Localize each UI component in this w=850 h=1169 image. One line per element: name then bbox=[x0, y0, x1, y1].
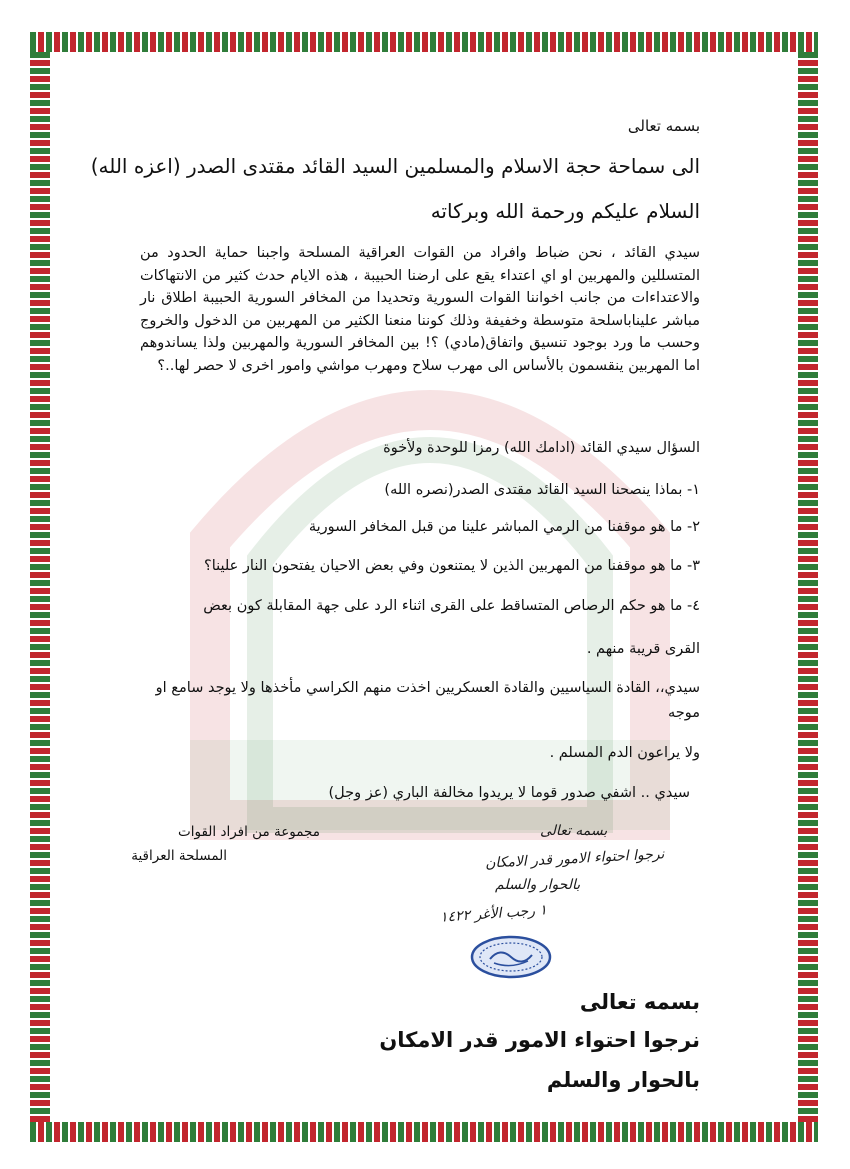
handwritten-basmala: بسمه تعالى bbox=[540, 823, 608, 839]
office-seal-stamp bbox=[470, 935, 552, 979]
handwritten-date: ١ رجب الأغر ١٤٢٢ bbox=[439, 902, 548, 926]
basmala-heading: بسمه تعالى bbox=[627, 117, 700, 135]
decorative-border-bottom bbox=[30, 1122, 818, 1142]
reply-line-1: نرجوا احتواء الامور قدر الامكان bbox=[379, 1028, 700, 1052]
decorative-border-right bbox=[798, 52, 818, 1122]
addressee-line: الى سماحة حجة الاسلام والمسلمين السيد القائد مقتدى الصدر (اعزه الله) bbox=[90, 154, 700, 178]
handwritten-reply-line-1: نرجوا احتواء الامور قدر الامكان bbox=[484, 846, 665, 872]
complaint-line-2: موجه bbox=[668, 705, 700, 721]
question-4-continued: القرى قريبة منهم . bbox=[586, 641, 700, 657]
question-intro: السؤال سيدي القائد (ادامك الله) رمزا للوحدة ولأخوة bbox=[383, 440, 700, 456]
complaint-line-3: ولا يراعون الدم المسلم . bbox=[549, 745, 700, 761]
question-4: ٤- ما هو حكم الرصاص المتساقط على القرى اثناء الرد على جهة المقابلة كون بعض bbox=[203, 598, 700, 614]
complaint-line-1: سيدي،، القادة السياسيين والقادة العسكريين اخذت منهم الكراسي مأخذها ولا يوجد سامع او bbox=[155, 680, 700, 696]
sender-line-1: مجموعة من افراد القوات bbox=[178, 824, 320, 840]
handwritten-reply-line-2: بالحوار والسلم bbox=[495, 877, 581, 893]
sender-line-2: المسلحة العراقية bbox=[131, 848, 227, 864]
reply-line-2: بالحوار والسلم bbox=[546, 1068, 700, 1092]
letter-body: سيدي القائد ، نحن ضباط وافراد من القوات العراقية المسلحة واجبنا حماية الحدود من المتسللين والمهربين او اي اعتداء يقع على ارضنا الحبيبة ، هذه الايام حدث كثير من الانتهاكات والاعتداءات من جانب اخواننا القوات السورية وتحديدا من المخافر السورية الحبيبة اطلاق نار مباشر عليناباسلحة متوسطة وخفيفة وذلك كوننا منعنا الكثير من المهربين من الدخول والخروج وحسب ما ورد بوجود تنسيق واتفاق(مادي) ؟! بين المخافر السورية والمهربين ولذا يساندوهم اما المهربين ينقسمون بالأساس الى مهرب سلاح ومهرب مواشي وامور اخرى لا حصر لها..؟ bbox=[140, 245, 700, 374]
reply-basmala: بسمه تعالى bbox=[579, 990, 700, 1014]
question-1: ١- بماذا ينصحنا السيد القائد مقتدى الصدر(نصره الله) bbox=[384, 482, 700, 498]
watermark-emblem bbox=[150, 300, 710, 860]
decorative-border-top bbox=[30, 32, 818, 52]
greeting-line: السلام عليكم ورحمة الله وبركاته bbox=[430, 199, 700, 223]
question-3: ٣- ما هو موقفنا من المهربين الذين لا يمتنعون وفي بعض الاحيان يفتحون النار علينا؟ bbox=[204, 558, 700, 574]
question-2: ٢- ما هو موقفنا من الرمي المباشر علينا من قبل المخافر السورية bbox=[308, 519, 700, 535]
plea-line: سيدي .. اشفي صدور قوما لا يريدوا مخالفة الباري (عز وجل) bbox=[328, 785, 690, 801]
decorative-border-left bbox=[30, 52, 50, 1122]
